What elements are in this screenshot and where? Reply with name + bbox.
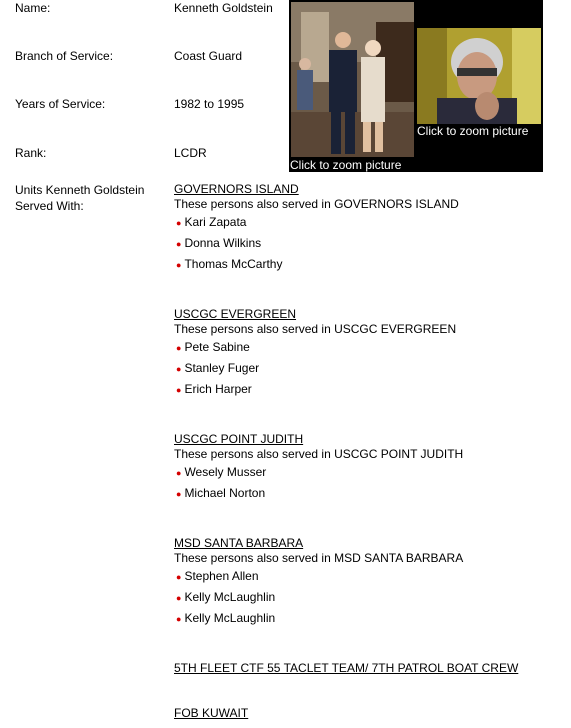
photo-2[interactable] — [417, 28, 541, 124]
branch-label: Branch of Service: — [15, 49, 114, 63]
unit-link-uscgc-evergreen[interactable]: USCGC EVERGREEN — [174, 307, 297, 321]
unit-link-governors-island[interactable]: GOVERNORS ISLAND — [174, 182, 299, 196]
bullet-icon: ● — [176, 614, 182, 624]
units-label-line1: Units Kenneth Goldstein — [15, 183, 145, 197]
unit-note-uscgc-point-judith: These persons also served in USCGC POINT JUDITH — [174, 447, 464, 461]
person-link[interactable]: ● Thomas McCarthy — [176, 257, 283, 271]
branch-value: Coast Guard — [174, 49, 243, 63]
person-link[interactable]: ● Kelly McLaughlin — [176, 611, 276, 625]
rank-label: Rank: — [15, 146, 47, 160]
unit-note-governors-island: These persons also served in GOVERNORS ISLAND — [174, 197, 459, 211]
unit-link-5th-fleet-ctf-55[interactable]: 5TH FLEET CTF 55 TACLET TEAM/ 7TH PATROL BOAT CREW — [174, 661, 519, 675]
person-link[interactable]: ● Kelly McLaughlin — [176, 590, 276, 604]
unit-note-uscgc-evergreen: These persons also served in USCGC EVERGREEN — [174, 322, 457, 336]
person-link[interactable]: ● Kari Zapata — [176, 215, 247, 229]
bullet-icon: ● — [176, 489, 182, 499]
name-label: Name: — [15, 1, 51, 15]
bullet-icon: ● — [176, 385, 182, 395]
bullet-icon: ● — [176, 239, 182, 249]
bullet-icon: ● — [176, 343, 182, 353]
unit-link-fob-kuwait[interactable]: FOB KUWAIT — [174, 706, 249, 720]
unit-link-msd-santa-barbara[interactable]: MSD SANTA BARBARA — [174, 536, 304, 550]
units-label — [15, 182, 165, 214]
years-value: 1982 to 1995 — [174, 97, 245, 111]
person-link[interactable]: ● Stanley Fuger — [176, 361, 260, 375]
photo-2-caption[interactable]: Click to zoom picture — [417, 124, 529, 138]
unit-note-msd-santa-barbara: These persons also served in MSD SANTA BARBARA — [174, 551, 464, 565]
bullet-icon: ● — [176, 218, 182, 228]
bullet-icon: ● — [176, 593, 182, 603]
rank-value: LCDR — [174, 146, 207, 160]
photo-1[interactable] — [291, 2, 414, 157]
person-link[interactable]: ● Michael Norton — [176, 486, 266, 500]
photo-1-image — [291, 2, 414, 157]
years-label: Years of Service: — [15, 97, 106, 111]
photo-1-caption[interactable]: Click to zoom picture — [290, 158, 402, 172]
unit-link-uscgc-point-judith[interactable]: USCGC POINT JUDITH — [174, 432, 304, 446]
photo-2-image — [417, 28, 541, 124]
person-link[interactable]: ● Donna Wilkins — [176, 236, 262, 250]
person-link[interactable]: ● Stephen Allen — [176, 569, 259, 583]
bullet-icon: ● — [176, 468, 182, 478]
person-link[interactable]: ● Erich Harper — [176, 382, 252, 396]
photo-gallery — [289, 0, 543, 172]
name-value: Kenneth Goldstein — [174, 1, 273, 15]
bullet-icon: ● — [176, 260, 182, 270]
bullet-icon: ● — [176, 364, 182, 374]
units-label-line2: Served With: — [15, 199, 84, 213]
bullet-icon: ● — [176, 572, 182, 582]
person-link[interactable]: ● Pete Sabine — [176, 340, 250, 354]
person-link[interactable]: ● Wesely Musser — [176, 465, 267, 479]
